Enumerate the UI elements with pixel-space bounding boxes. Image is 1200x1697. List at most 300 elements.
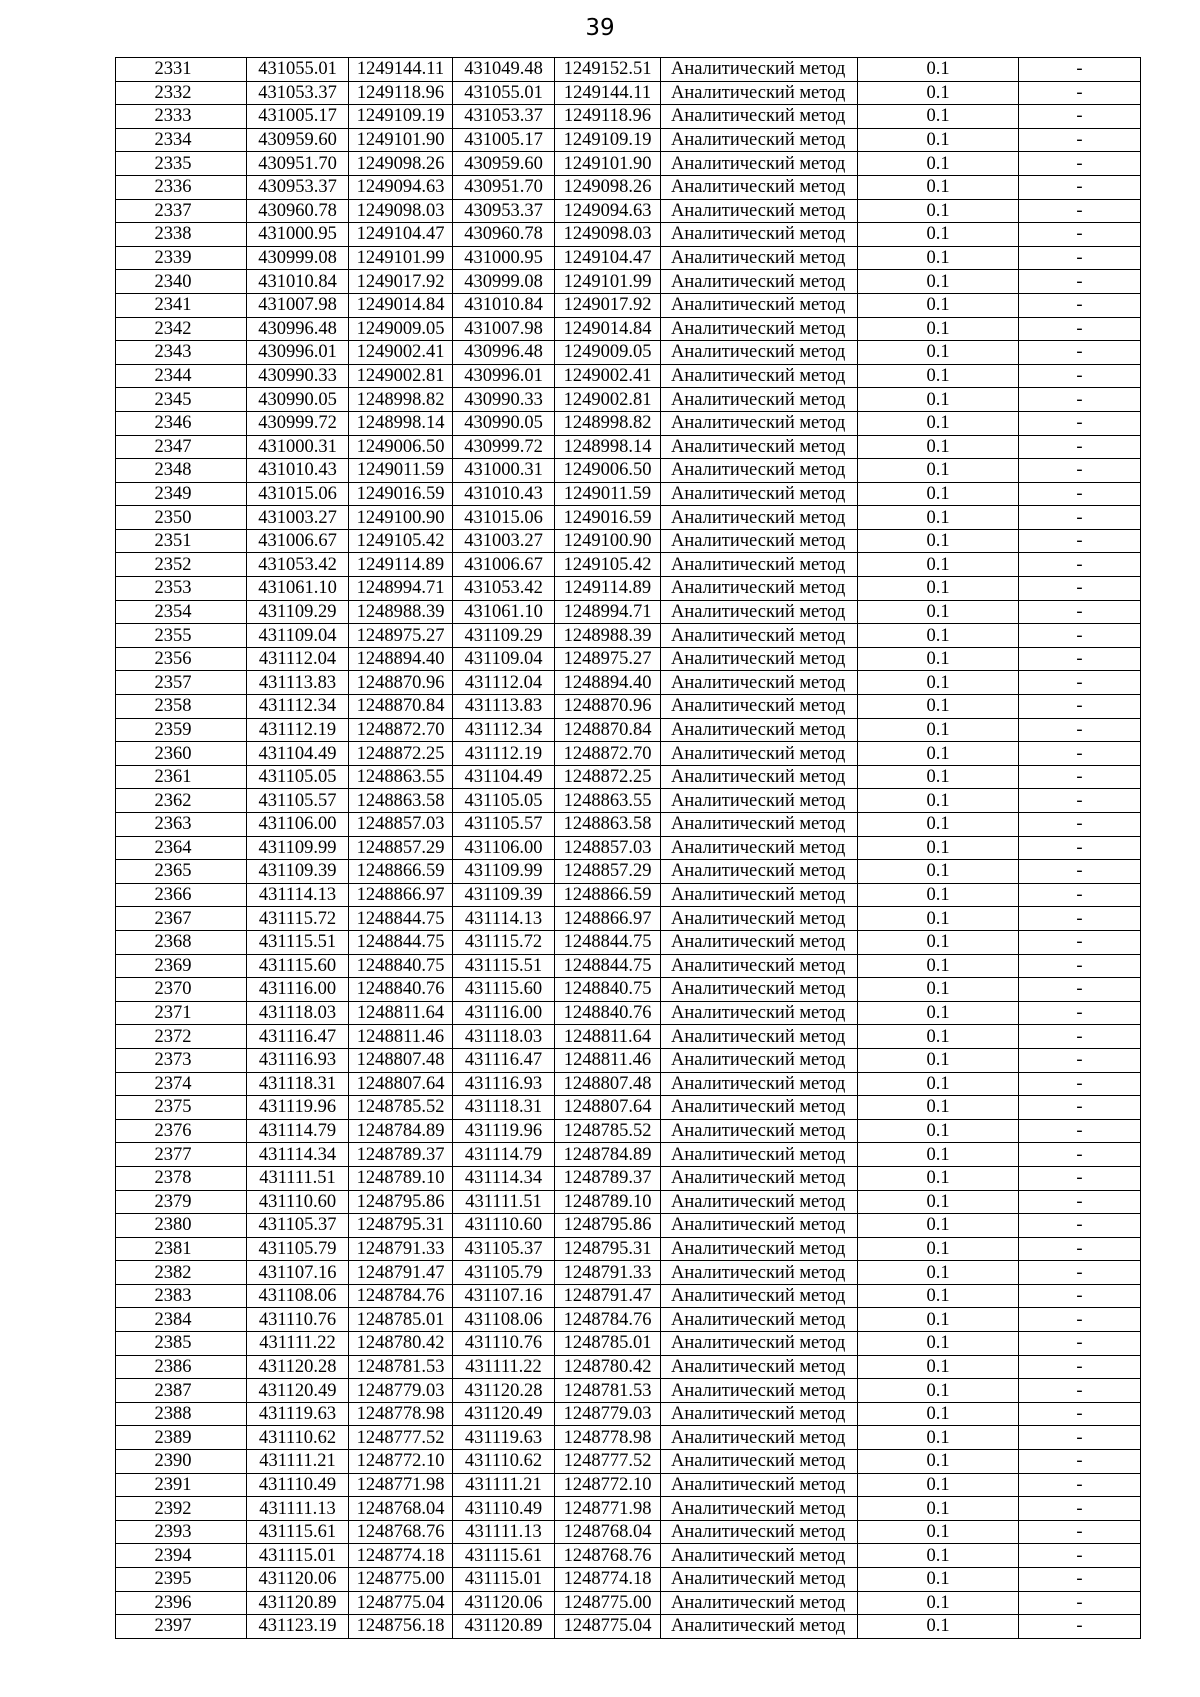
cell-y2: 1249011.59 <box>555 482 661 506</box>
cell-x1: 431116.93 <box>247 1048 349 1072</box>
cell-precision: 0.1 <box>858 1520 1019 1544</box>
cell-precision: 0.1 <box>858 1166 1019 1190</box>
cell-dash: - <box>1019 742 1141 766</box>
cell-id: 2390 <box>116 1450 247 1474</box>
cell-x2: 430959.60 <box>453 152 555 176</box>
cell-x2: 431116.47 <box>453 1048 555 1072</box>
table-row <box>116 506 1141 530</box>
cell-y1: 1249011.59 <box>349 459 453 483</box>
cell-precision: 0.1 <box>858 1332 1019 1356</box>
cell-y2: 1248778.98 <box>555 1426 661 1450</box>
cell-id: 2397 <box>116 1615 247 1639</box>
table-row <box>116 341 1141 365</box>
cell-y2: 1248811.64 <box>555 1025 661 1049</box>
cell-y2: 1248779.03 <box>555 1402 661 1426</box>
cell-dash: - <box>1019 813 1141 837</box>
cell-x1: 430959.60 <box>247 128 349 152</box>
cell-y1: 1248872.70 <box>349 718 453 742</box>
table-row <box>116 1284 1141 1308</box>
cell-x1: 431115.61 <box>247 1520 349 1544</box>
cell-y1: 1249101.90 <box>349 128 453 152</box>
cell-dash: - <box>1019 671 1141 695</box>
cell-y2: 1248840.75 <box>555 978 661 1002</box>
table-row <box>116 1568 1141 1592</box>
cell-dash: - <box>1019 1096 1141 1120</box>
cell-dash: - <box>1019 529 1141 553</box>
cell-x1: 431105.37 <box>247 1214 349 1238</box>
cell-method: Аналитический метод <box>661 1214 858 1238</box>
cell-y1: 1249109.19 <box>349 105 453 129</box>
cell-x2: 431010.84 <box>453 293 555 317</box>
cell-x2: 430999.08 <box>453 270 555 294</box>
table-row <box>116 388 1141 412</box>
cell-precision: 0.1 <box>858 1237 1019 1261</box>
cell-method: Аналитический метод <box>661 1497 858 1521</box>
cell-x2: 431118.03 <box>453 1025 555 1049</box>
cell-method: Аналитический метод <box>661 175 858 199</box>
cell-dash: - <box>1019 978 1141 1002</box>
cell-y2: 1248870.96 <box>555 695 661 719</box>
cell-y1: 1248784.76 <box>349 1284 453 1308</box>
table-row <box>116 718 1141 742</box>
cell-y1: 1248863.55 <box>349 765 453 789</box>
cell-method: Аналитический метод <box>661 128 858 152</box>
cell-id: 2341 <box>116 293 247 317</box>
cell-y2: 1248795.31 <box>555 1237 661 1261</box>
cell-y2: 1248768.04 <box>555 1520 661 1544</box>
cell-x2: 431105.57 <box>453 813 555 837</box>
cell-method: Аналитический метод <box>661 199 858 223</box>
cell-precision: 0.1 <box>858 742 1019 766</box>
cell-y2: 1249118.96 <box>555 105 661 129</box>
cell-id: 2392 <box>116 1497 247 1521</box>
table-row <box>116 695 1141 719</box>
cell-x2: 431105.79 <box>453 1261 555 1285</box>
cell-dash: - <box>1019 175 1141 199</box>
cell-y2: 1248857.03 <box>555 836 661 860</box>
cell-y1: 1249017.92 <box>349 270 453 294</box>
cell-precision: 0.1 <box>858 1402 1019 1426</box>
cell-id: 2373 <box>116 1048 247 1072</box>
table-row <box>116 836 1141 860</box>
cell-dash: - <box>1019 1568 1141 1592</box>
cell-method: Аналитический метод <box>661 1261 858 1285</box>
cell-x2: 430960.78 <box>453 223 555 247</box>
cell-id: 2344 <box>116 364 247 388</box>
cell-y2: 1248872.25 <box>555 765 661 789</box>
cell-method: Аналитический метод <box>661 813 858 837</box>
cell-x2: 431105.05 <box>453 789 555 813</box>
cell-y1: 1249006.50 <box>349 435 453 459</box>
cell-precision: 0.1 <box>858 1072 1019 1096</box>
cell-x1: 431115.51 <box>247 930 349 954</box>
table-row <box>116 1355 1141 1379</box>
cell-id: 2385 <box>116 1332 247 1356</box>
cell-method: Аналитический метод <box>661 907 858 931</box>
cell-x2: 431106.00 <box>453 836 555 860</box>
cell-y2: 1248872.70 <box>555 742 661 766</box>
cell-y1: 1248768.04 <box>349 1497 453 1521</box>
cell-x2: 431015.06 <box>453 506 555 530</box>
table-row <box>116 411 1141 435</box>
cell-dash: - <box>1019 459 1141 483</box>
cell-y2: 1248784.76 <box>555 1308 661 1332</box>
cell-y1: 1249104.47 <box>349 223 453 247</box>
cell-x2: 430953.37 <box>453 199 555 223</box>
cell-id: 2364 <box>116 836 247 860</box>
cell-y1: 1249016.59 <box>349 482 453 506</box>
table-row <box>116 1308 1141 1332</box>
cell-id: 2334 <box>116 128 247 152</box>
table-row <box>116 105 1141 129</box>
cell-x1: 430953.37 <box>247 175 349 199</box>
cell-y2: 1248785.52 <box>555 1119 661 1143</box>
cell-y2: 1249009.05 <box>555 341 661 365</box>
cell-dash: - <box>1019 860 1141 884</box>
cell-precision: 0.1 <box>858 128 1019 152</box>
cell-method: Аналитический метод <box>661 1048 858 1072</box>
cell-y1: 1248780.42 <box>349 1332 453 1356</box>
cell-x2: 431104.49 <box>453 765 555 789</box>
cell-x1: 431111.13 <box>247 1497 349 1521</box>
cell-x1: 431112.34 <box>247 695 349 719</box>
cell-x1: 430999.72 <box>247 411 349 435</box>
cell-x1: 430996.01 <box>247 341 349 365</box>
cell-method: Аналитический метод <box>661 1568 858 1592</box>
cell-x1: 431111.22 <box>247 1332 349 1356</box>
cell-x2: 431000.31 <box>453 459 555 483</box>
cell-x2: 430999.72 <box>453 435 555 459</box>
cell-method: Аналитический метод <box>661 577 858 601</box>
cell-x2: 431120.06 <box>453 1591 555 1615</box>
cell-precision: 0.1 <box>858 293 1019 317</box>
table-row <box>116 624 1141 648</box>
cell-x1: 431115.60 <box>247 954 349 978</box>
cell-x2: 430996.01 <box>453 364 555 388</box>
cell-dash: - <box>1019 317 1141 341</box>
cell-method: Аналитический метод <box>661 695 858 719</box>
cell-y1: 1248870.84 <box>349 695 453 719</box>
cell-y1: 1248857.03 <box>349 813 453 837</box>
cell-x1: 431120.89 <box>247 1591 349 1615</box>
cell-id: 2377 <box>116 1143 247 1167</box>
cell-precision: 0.1 <box>858 671 1019 695</box>
cell-y2: 1248988.39 <box>555 624 661 648</box>
cell-precision: 0.1 <box>858 459 1019 483</box>
cell-x1: 431053.37 <box>247 81 349 105</box>
cell-y2: 1248775.04 <box>555 1615 661 1639</box>
cell-x1: 431015.06 <box>247 482 349 506</box>
cell-method: Аналитический метод <box>661 482 858 506</box>
cell-y1: 1248771.98 <box>349 1473 453 1497</box>
cell-x1: 431114.13 <box>247 883 349 907</box>
cell-x2: 431109.99 <box>453 860 555 884</box>
cell-y1: 1248975.27 <box>349 624 453 648</box>
cell-y1: 1248811.46 <box>349 1025 453 1049</box>
table-row <box>116 1143 1141 1167</box>
cell-method: Аналитический метод <box>661 1615 858 1639</box>
cell-id: 2352 <box>116 553 247 577</box>
cell-method: Аналитический метод <box>661 341 858 365</box>
cell-precision: 0.1 <box>858 1568 1019 1592</box>
cell-method: Аналитический метод <box>661 671 858 695</box>
cell-method: Аналитический метод <box>661 81 858 105</box>
cell-y2: 1248781.53 <box>555 1379 661 1403</box>
cell-y1: 1249094.63 <box>349 175 453 199</box>
table-row <box>116 1426 1141 1450</box>
cell-method: Аналитический метод <box>661 742 858 766</box>
cell-id: 2365 <box>116 860 247 884</box>
cell-x1: 430951.70 <box>247 152 349 176</box>
cell-method: Аналитический метод <box>661 506 858 530</box>
cell-id: 2381 <box>116 1237 247 1261</box>
cell-x1: 431116.47 <box>247 1025 349 1049</box>
cell-dash: - <box>1019 1615 1141 1639</box>
cell-precision: 0.1 <box>858 246 1019 270</box>
cell-precision: 0.1 <box>858 223 1019 247</box>
cell-id: 2359 <box>116 718 247 742</box>
cell-dash: - <box>1019 789 1141 813</box>
cell-x1: 431061.10 <box>247 577 349 601</box>
cell-x1: 431119.63 <box>247 1402 349 1426</box>
cell-id: 2368 <box>116 930 247 954</box>
cell-x1: 431111.21 <box>247 1450 349 1474</box>
cell-dash: - <box>1019 1214 1141 1238</box>
cell-y2: 1249104.47 <box>555 246 661 270</box>
table-row <box>116 1450 1141 1474</box>
cell-id: 2384 <box>116 1308 247 1332</box>
table-row <box>116 577 1141 601</box>
table-row <box>116 1497 1141 1521</box>
cell-precision: 0.1 <box>858 388 1019 412</box>
cell-precision: 0.1 <box>858 1119 1019 1143</box>
cell-precision: 0.1 <box>858 364 1019 388</box>
cell-dash: - <box>1019 1048 1141 1072</box>
cell-dash: - <box>1019 1143 1141 1167</box>
cell-method: Аналитический метод <box>661 58 858 82</box>
cell-id: 2342 <box>116 317 247 341</box>
table-row <box>116 175 1141 199</box>
cell-y1: 1248866.59 <box>349 860 453 884</box>
cell-x1: 431053.42 <box>247 553 349 577</box>
cell-precision: 0.1 <box>858 553 1019 577</box>
cell-x1: 431005.17 <box>247 105 349 129</box>
cell-method: Аналитический метод <box>661 364 858 388</box>
cell-x1: 431003.27 <box>247 506 349 530</box>
cell-x1: 431105.05 <box>247 765 349 789</box>
cell-id: 2357 <box>116 671 247 695</box>
cell-x1: 431109.99 <box>247 836 349 860</box>
cell-y2: 1249094.63 <box>555 199 661 223</box>
cell-y1: 1249014.84 <box>349 293 453 317</box>
cell-precision: 0.1 <box>858 813 1019 837</box>
cell-precision: 0.1 <box>858 1615 1019 1639</box>
cell-y1: 1249098.03 <box>349 199 453 223</box>
cell-x2: 430951.70 <box>453 175 555 199</box>
cell-dash: - <box>1019 364 1141 388</box>
table-row <box>116 1402 1141 1426</box>
cell-x1: 431000.31 <box>247 435 349 459</box>
cell-precision: 0.1 <box>858 175 1019 199</box>
cell-x1: 431123.19 <box>247 1615 349 1639</box>
cell-y2: 1248807.64 <box>555 1096 661 1120</box>
cell-id: 2343 <box>116 341 247 365</box>
cell-precision: 0.1 <box>858 1473 1019 1497</box>
cell-y1: 1248785.52 <box>349 1096 453 1120</box>
cell-x2: 431010.43 <box>453 482 555 506</box>
cell-id: 2395 <box>116 1568 247 1592</box>
cell-precision: 0.1 <box>858 695 1019 719</box>
table-row <box>116 364 1141 388</box>
cell-method: Аналитический метод <box>661 1119 858 1143</box>
cell-id: 2370 <box>116 978 247 1002</box>
cell-y2: 1249152.51 <box>555 58 661 82</box>
cell-id: 2396 <box>116 1591 247 1615</box>
cell-id: 2337 <box>116 199 247 223</box>
cell-x2: 431110.76 <box>453 1332 555 1356</box>
cell-x1: 431010.84 <box>247 270 349 294</box>
cell-x2: 431007.98 <box>453 317 555 341</box>
cell-y1: 1248795.31 <box>349 1214 453 1238</box>
cell-x1: 430999.08 <box>247 246 349 270</box>
cell-y2: 1249016.59 <box>555 506 661 530</box>
cell-x2: 431105.37 <box>453 1237 555 1261</box>
cell-y2: 1248807.48 <box>555 1072 661 1096</box>
cell-id: 2350 <box>116 506 247 530</box>
cell-x1: 431055.01 <box>247 58 349 82</box>
cell-y1: 1248870.96 <box>349 671 453 695</box>
cell-method: Аналитический метод <box>661 860 858 884</box>
cell-x1: 431118.31 <box>247 1072 349 1096</box>
table-row <box>116 930 1141 954</box>
cell-dash: - <box>1019 293 1141 317</box>
cell-x1: 431118.03 <box>247 1001 349 1025</box>
cell-precision: 0.1 <box>858 789 1019 813</box>
cell-dash: - <box>1019 1520 1141 1544</box>
cell-y2: 1248994.71 <box>555 600 661 624</box>
cell-y1: 1248857.29 <box>349 836 453 860</box>
cell-y1: 1249114.89 <box>349 553 453 577</box>
cell-id: 2386 <box>116 1355 247 1379</box>
page-number: 39 <box>585 15 615 41</box>
cell-y1: 1248789.10 <box>349 1166 453 1190</box>
cell-id: 2380 <box>116 1214 247 1238</box>
cell-precision: 0.1 <box>858 1544 1019 1568</box>
cell-id: 2372 <box>116 1025 247 1049</box>
cell-precision: 0.1 <box>858 529 1019 553</box>
table-row <box>116 978 1141 1002</box>
cell-method: Аналитический метод <box>661 624 858 648</box>
cell-dash: - <box>1019 1261 1141 1285</box>
cell-x2: 431110.49 <box>453 1497 555 1521</box>
cell-x1: 430960.78 <box>247 199 349 223</box>
table-row <box>116 435 1141 459</box>
cell-id: 2394 <box>116 1544 247 1568</box>
cell-x1: 431105.79 <box>247 1237 349 1261</box>
cell-y2: 1248777.52 <box>555 1450 661 1474</box>
cell-method: Аналитический метод <box>661 1544 858 1568</box>
cell-precision: 0.1 <box>858 577 1019 601</box>
cell-y1: 1248775.04 <box>349 1591 453 1615</box>
cell-dash: - <box>1019 411 1141 435</box>
cell-y1: 1248778.98 <box>349 1402 453 1426</box>
cell-x1: 431112.04 <box>247 647 349 671</box>
table-row <box>116 1072 1141 1096</box>
cell-precision: 0.1 <box>858 883 1019 907</box>
cell-method: Аналитический метод <box>661 388 858 412</box>
cell-method: Аналитический метод <box>661 1473 858 1497</box>
cell-precision: 0.1 <box>858 954 1019 978</box>
cell-id: 2374 <box>116 1072 247 1096</box>
cell-dash: - <box>1019 1544 1141 1568</box>
cell-x1: 431110.49 <box>247 1473 349 1497</box>
cell-precision: 0.1 <box>858 317 1019 341</box>
cell-dash: - <box>1019 152 1141 176</box>
cell-dash: - <box>1019 907 1141 931</box>
table-row <box>116 860 1141 884</box>
cell-y2: 1248998.14 <box>555 435 661 459</box>
cell-y1: 1248872.25 <box>349 742 453 766</box>
cell-y2: 1248768.76 <box>555 1544 661 1568</box>
cell-id: 2358 <box>116 695 247 719</box>
cell-method: Аналитический метод <box>661 789 858 813</box>
cell-id: 2338 <box>116 223 247 247</box>
cell-id: 2361 <box>116 765 247 789</box>
table-row <box>116 1214 1141 1238</box>
table-row <box>116 813 1141 837</box>
table-row <box>116 1166 1141 1190</box>
cell-method: Аналитический метод <box>661 411 858 435</box>
cell-precision: 0.1 <box>858 836 1019 860</box>
cell-precision: 0.1 <box>858 1001 1019 1025</box>
table-row <box>116 1615 1141 1639</box>
cell-precision: 0.1 <box>858 1190 1019 1214</box>
cell-y1: 1249002.81 <box>349 364 453 388</box>
cell-y2: 1248844.75 <box>555 954 661 978</box>
cell-id: 2369 <box>116 954 247 978</box>
cell-x1: 431105.57 <box>247 789 349 813</box>
cell-precision: 0.1 <box>858 647 1019 671</box>
cell-precision: 0.1 <box>858 435 1019 459</box>
cell-y1: 1248844.75 <box>349 930 453 954</box>
cell-x2: 431119.96 <box>453 1119 555 1143</box>
cell-x2: 431111.13 <box>453 1520 555 1544</box>
cell-method: Аналитический метод <box>661 223 858 247</box>
cell-y2: 1249109.19 <box>555 128 661 152</box>
cell-x2: 431055.01 <box>453 81 555 105</box>
cell-x1: 431114.34 <box>247 1143 349 1167</box>
cell-y1: 1248807.64 <box>349 1072 453 1096</box>
cell-y1: 1248807.48 <box>349 1048 453 1072</box>
cell-method: Аналитический метод <box>661 1072 858 1096</box>
cell-x2: 431003.27 <box>453 529 555 553</box>
cell-x2: 431061.10 <box>453 600 555 624</box>
cell-y1: 1248779.03 <box>349 1379 453 1403</box>
cell-id: 2355 <box>116 624 247 648</box>
cell-y2: 1248863.55 <box>555 789 661 813</box>
cell-method: Аналитический метод <box>661 600 858 624</box>
coordinates-table <box>115 57 1141 1639</box>
cell-dash: - <box>1019 270 1141 294</box>
cell-x2: 431109.29 <box>453 624 555 648</box>
cell-id: 2346 <box>116 411 247 435</box>
cell-method: Аналитический метод <box>661 1308 858 1332</box>
cell-x2: 431053.37 <box>453 105 555 129</box>
cell-y1: 1248775.00 <box>349 1568 453 1592</box>
cell-method: Аналитический метод <box>661 1355 858 1379</box>
cell-y2: 1248785.01 <box>555 1332 661 1356</box>
cell-x1: 431006.67 <box>247 529 349 553</box>
